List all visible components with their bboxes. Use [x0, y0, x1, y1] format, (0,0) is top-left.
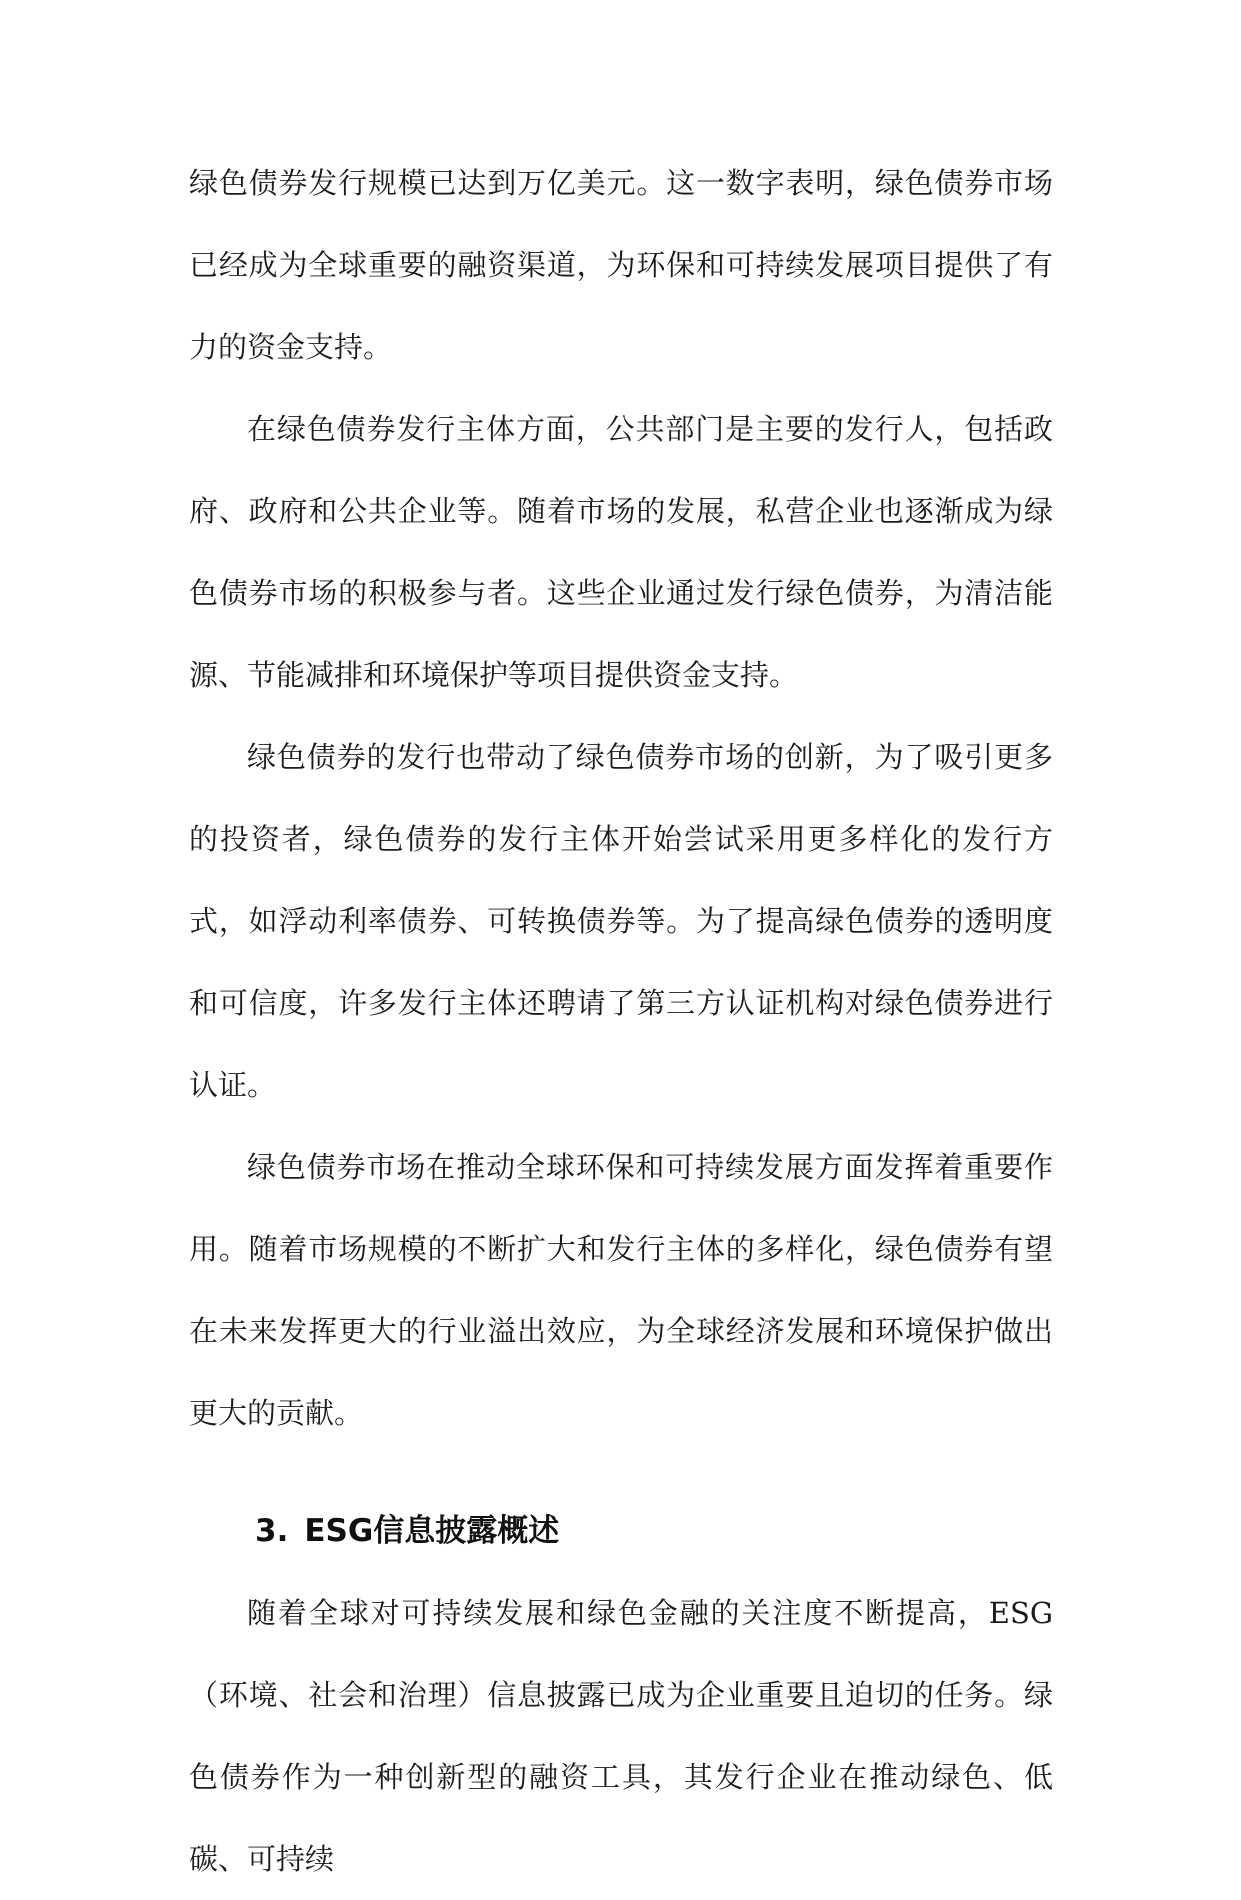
section-heading	[189, 1490, 1053, 1572]
paragraph-2: 在绿色债券发行主体方面，公共部门是主要的发行人，包括政府、政府和公共企业等。随着市场的发展，私营企业也逐渐成为绿色债券市场的积极参与者。这些企业通过发行绿色债券，为清洁能源、节能减排和环境保护等项目提供资金支持。	[189, 412, 1053, 692]
section-title: ESG信息披露概述	[304, 1513, 560, 1549]
paragraph-3: 绿色债券的发行也带动了绿色债券市场的创新，为了吸引更多的投资者，绿色债券的发行主体开始尝试采用更多样化的发行方式，如浮动利率债券、可转换债券等。为了提高绿色债券的透明度和可信度，许多发行主体还聘请了第三方认证机构对绿色债券进行认证。	[189, 740, 1053, 1102]
paragraph-1: 绿色债券发行规模已达到万亿美元。这一数字表明，绿色债券市场已经成为全球重要的融资渠道，为环保和可持续发展项目提供了有力的资金支持。	[189, 166, 1053, 364]
paragraph-5: 随着全球对可持续发展和绿色金融的关注度不断提高，ESG（环境、社会和治理）信息披露已成为企业重要且迫切的任务。绿色债券作为一种创新型的融资工具，其发行企业在推动绿色、低碳、可持续	[189, 1596, 1053, 1876]
paragraph-4: 绿色债券市场在推动全球环保和可持续发展方面发挥着重要作用。随着市场规模的不断扩大和发行主体的多样化，绿色债券有望在未来发挥更大的行业溢出效应，为全球经济发展和环境保护做出更大的贡献。	[189, 1150, 1053, 1430]
section-number: 3.	[255, 1513, 289, 1549]
document-body	[189, 142, 1053, 1900]
